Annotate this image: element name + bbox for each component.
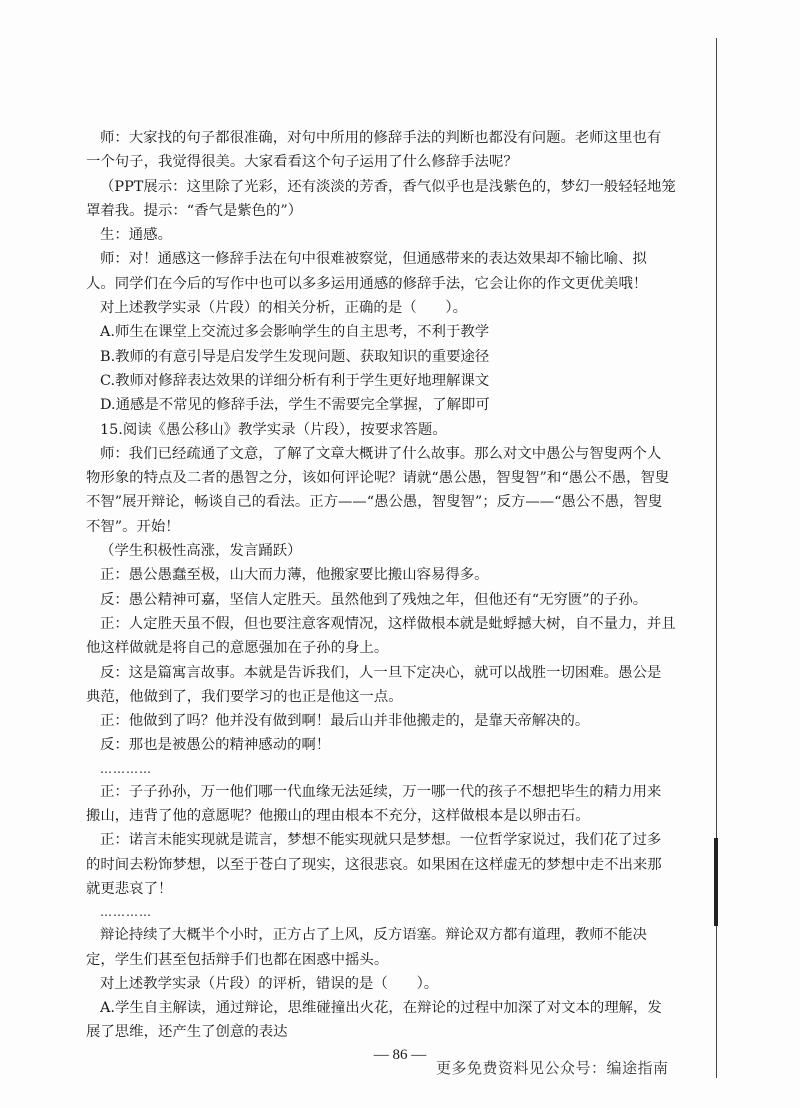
- binding-margin-mark: [714, 838, 718, 926]
- text-line: 罩着我。提示：“香气是紫色的”）: [86, 202, 303, 219]
- text-line: 对上述教学实录（片段）的评析，错误的是（ ）。: [100, 975, 439, 992]
- text-line: 正：子子孙孙，万一他们哪一代血缘无法延续，万一哪一代的孩子不想把毕生的精力用来: [100, 783, 662, 800]
- text-line: 的时间去粉饰梦想，以至于苍白了现实，这很悲哀。如果困在这样虚无的梦想中走不出来那: [86, 856, 662, 873]
- text-line: 搬山，违背了他的意愿呢？他搬山的理由根本不充分，这样做根本是以卵击石。: [86, 808, 590, 825]
- text-line: 正：诺言未能实现就是谎言，梦想不能实现就只是梦想。一位哲学家说过，我们花了过多: [100, 832, 662, 849]
- text-line: 典范，他做到了，我们要学习的也正是他这一点。: [86, 688, 403, 705]
- page-content: [86, 126, 686, 1045]
- text-line: D.通感是不常见的修辞手法，学生不需要完全掌握，了解即可: [100, 397, 490, 414]
- text-line: 辩论持续了大概半个小时，正方占了上风，反方语塞。辩论双方都有道理，教师不能决: [100, 927, 647, 944]
- text-line: 正：人定胜天虽不假，但也要注意客观情况，这样做根本就是蚍蜉撼大树，自不量力，并且: [100, 615, 676, 632]
- text-line: 师：对！通感这一修辞手法在句中很难被察觉，但通感带来的表达效果却不输比喻、拟: [100, 251, 647, 268]
- text-line: 物形象的特点及二者的愚智之分，该如何评论呢？请就“愚公愚，智叟智”和“愚公不愚，智叟: [86, 470, 670, 487]
- text-line: （学生积极性高涨，发言踊跃）: [100, 543, 302, 560]
- text-line: 不智”展开辩论，畅谈自己的看法。正方——“愚公愚，智叟智”；反方——“愚公不愚，智叟: [86, 494, 663, 511]
- text-line: 正：愚公愚蠢至极，山大而力薄，他搬家要比搬山容易得多。: [100, 567, 489, 584]
- text-line: 他这样做就是将自己的意愿强加在子孙的身上。: [86, 640, 389, 657]
- text-line: 反：这是篇寓言故事。本就是告诉我们，人一旦下定决心，就可以战胜一切困难。愚公是: [100, 664, 662, 681]
- text-line: 人。同学们在今后的写作中也可以多多运用通感的修辞手法，它会让你的作文更优美哦！: [86, 275, 648, 292]
- text-line: 对上述教学实录（片段）的相关分析，正确的是（ ）。: [100, 300, 467, 317]
- ellipsis-line: …………: [100, 761, 152, 776]
- text-line: 生：通感。: [100, 227, 172, 244]
- text-line: 展了思维，还产生了创意的表达: [86, 1024, 288, 1041]
- text-line: 师：我们已经疏通了文意，了解了文章大概讲了什么故事。那么对文中愚公与智叟两个人: [100, 445, 662, 462]
- text-line: 一个句子，我觉得很美。大家看看这个句子运用了什么修辞手法呢？: [86, 154, 518, 171]
- footer-note: 更多免费资料见公众号：编途指南: [436, 1059, 669, 1077]
- text-line: 15.阅读《愚公移山》教学实录（片段），按要求答题。: [100, 421, 447, 438]
- text-line: 反：愚公精神可嘉，坚信人定胜天。虽然他到了残烛之年，但他还有“无穷匮”的子孙。: [100, 591, 648, 608]
- text-line: C.教师对修辞表达效果的详细分析有利于学生更好地理解课文: [100, 372, 490, 389]
- page-number: — 86 —: [373, 1047, 427, 1063]
- text-line: A.师生在课堂上交流过多会影响学生的自主思考，不利于教学: [100, 324, 490, 341]
- text-line: （PPT展示：这里除了光彩，还有淡淡的芳香，香气似乎也是浅紫色的，梦幻一般轻轻地笼: [100, 178, 676, 195]
- text-line: 师：大家找的句子都很准确，对句中所用的修辞手法的判断也都没有问题。老师这里也有: [100, 130, 662, 146]
- text-line: B.教师的有意引导是启发学生发现问题、获取知识的重要途径: [100, 348, 490, 365]
- text-line: 反：那也是被愚公的精神感动的啊！: [100, 737, 331, 754]
- text-line: A.学生自主解读，通过辩论，思维碰撞出火花，在辩论的过程中加深了对文本的理解，发: [100, 1000, 662, 1017]
- text-line: 正：他做到了吗？他并没有做到啊！最后山并非他搬走的，是靠天帝解决的。: [100, 713, 590, 730]
- text-line: 就更悲哀了！: [86, 880, 173, 897]
- text-line: 定，学生们甚至包括辩手们也都在困惑中摇头。: [86, 951, 389, 968]
- ellipsis-line: …………: [100, 905, 152, 920]
- text-line: 不智”。开始！: [86, 518, 180, 535]
